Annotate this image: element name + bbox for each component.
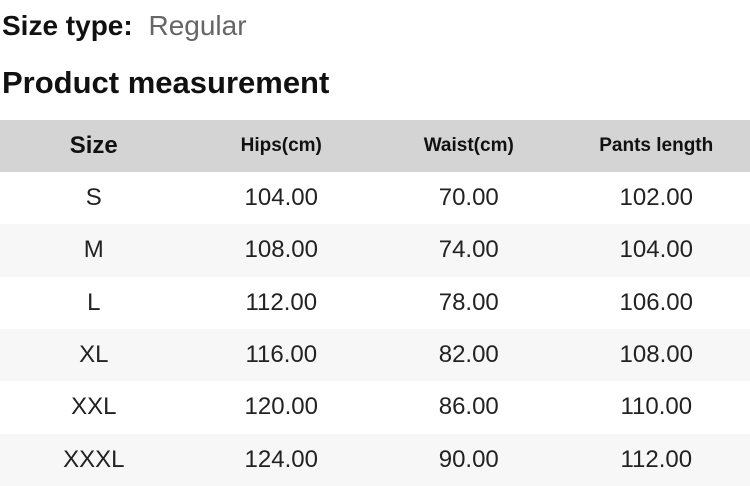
column-header-size: Size	[69, 132, 118, 159]
table-row	[0, 224, 750, 276]
table-row	[0, 329, 750, 381]
table-cell: XL	[79, 341, 109, 369]
column-header-waist: Waist(cm)	[423, 135, 514, 156]
table-row	[0, 172, 750, 224]
table-row	[0, 434, 750, 486]
table-cell: 70.00	[438, 184, 499, 212]
table-cell: M	[83, 236, 104, 264]
table-cell: XXL	[71, 393, 117, 421]
table-cell: 102.00	[619, 184, 693, 212]
table-cell: 120.00	[244, 393, 318, 421]
table-cell: 104.00	[244, 184, 318, 212]
column-header-hips: Hips(cm)	[240, 135, 322, 156]
table-cell: 112.00	[245, 288, 318, 316]
size-type-line	[2, 9, 750, 43]
table-cell: 106.00	[619, 288, 693, 316]
table-cell: XXXL	[63, 445, 125, 473]
table-cell: 82.00	[438, 341, 499, 369]
table-cell: 86.00	[438, 393, 499, 421]
column-header-pants-length: Pants length	[599, 135, 714, 156]
size-type-label: Size type:	[2, 10, 133, 41]
section-title: Product measurement	[2, 65, 330, 100]
table-cell: 108.00	[244, 236, 318, 264]
table-cell: 108.00	[619, 341, 693, 369]
table-cell: S	[85, 184, 102, 212]
table-cell: 116.00	[245, 341, 318, 369]
size-chart-table	[0, 120, 750, 486]
product-measurement-section	[0, 9, 750, 486]
table-header-row	[0, 120, 750, 172]
table-cell: 78.00	[438, 288, 499, 316]
size-type-value: Regular	[148, 10, 247, 41]
table-cell: 74.00	[438, 236, 499, 264]
table-row	[0, 277, 750, 329]
table-row	[0, 381, 750, 433]
table-cell: 112.00	[620, 445, 693, 473]
table-cell: L	[87, 288, 101, 316]
table-cell: 90.00	[438, 445, 499, 473]
table-cell: 104.00	[619, 236, 693, 264]
table-body	[0, 172, 750, 486]
table-cell: 124.00	[244, 445, 318, 473]
table-cell: 110.00	[620, 393, 693, 421]
